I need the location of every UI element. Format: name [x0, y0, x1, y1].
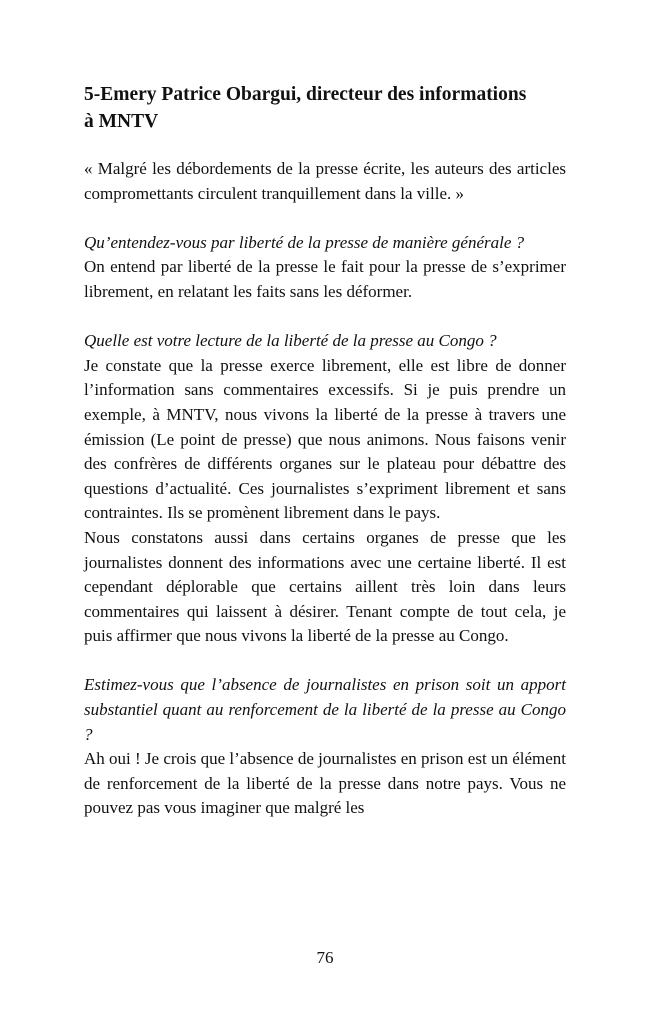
page-content — [84, 81, 566, 821]
question-2: Quelle est votre lecture de la liberté de la presse au Congo ? — [84, 331, 497, 351]
question-1: Qu’entendez-vous par liberté de la presse de manière générale ? — [84, 232, 525, 252]
spacer — [84, 305, 566, 330]
question-3: Estimez-vous que l’absence de journalistes en prison soit un apport substantiel quant au renforcement de la liberté de la presse au Congo ? — [84, 675, 566, 744]
page-number: 76 — [316, 948, 334, 967]
heading-line-1: 5-Emery Patrice Obargui, directeur des informations — [84, 84, 527, 105]
answer-3-paragraph-1: Ah oui ! Je crois que l’absence de journalistes en prison est un élément de renforcement de la liberté de la presse dans notre pays. Vous ne pouvez pas vous imaginer que malgré les — [84, 749, 567, 818]
heading-line-2: à MNTV — [84, 111, 159, 132]
answer-2-paragraph-1: Je constate que la presse exerce librement, elle est libre de donner l’information sans commentaires excessifs. Si je puis prendre un exemple, à MNTV, nous vivons la liberté de la presse à travers une émission (Le point de presse) que nous animons. Nous faisons venir des confrères de différents organes sur le plateau pour débattre des questions d’actualité. Ces journalistes s’expriment librement et sans contraintes. Ils se promènent librement dans le pays. — [84, 355, 566, 523]
answer-1-paragraph-1: On entend par liberté de la presse le fait pour la presse de s’exprimer librement, en relatant les faits sans les déformer. — [84, 257, 566, 301]
spacer — [84, 649, 566, 674]
spacer — [84, 135, 566, 157]
spacer — [84, 206, 566, 231]
answer-2-paragraph-2: Nous constatons aussi dans certains organes de presse que les journalistes donnent des informations avec une certaine liberté. Il est cependant déplorable que certains aillent très loin dans leurs commentaires qui laissent à désirer. Tenant compte de tout cela, je puis affirmer que nous vivons la liberté de la presse au Congo. — [84, 527, 566, 646]
intro-quote: « Malgré les débordements de la presse écrite, les auteurs des articles compromettants circulent tranquillement dans la ville. » — [84, 159, 566, 203]
section-heading — [84, 81, 566, 135]
